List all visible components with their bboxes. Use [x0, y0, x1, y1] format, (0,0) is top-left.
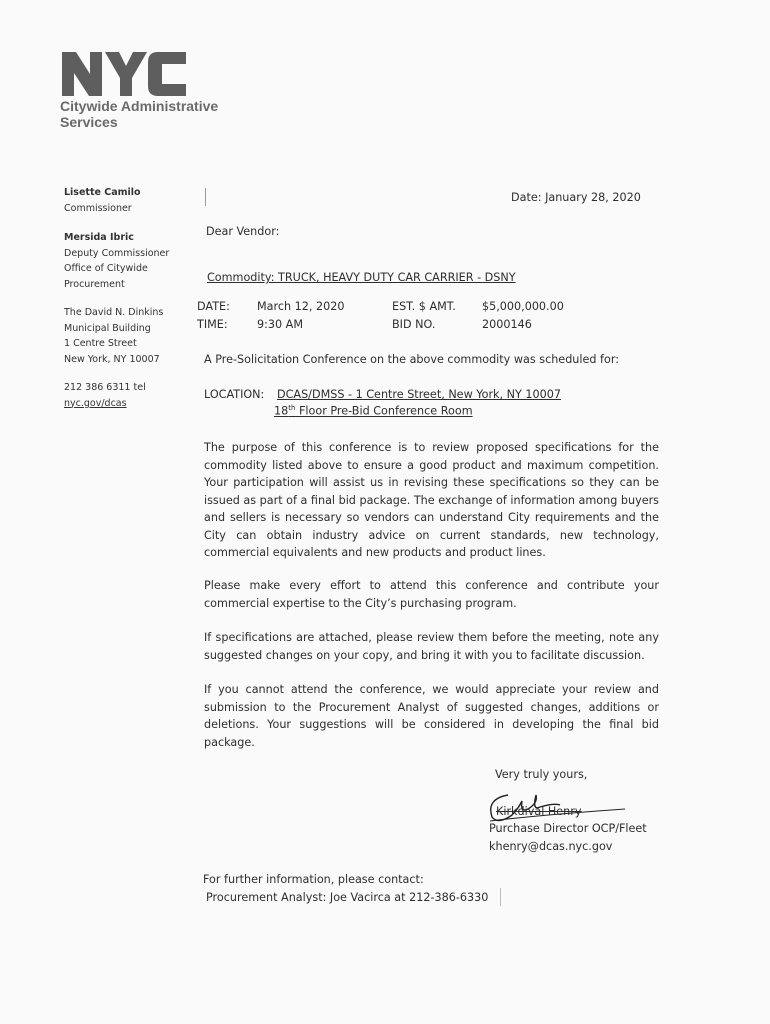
paragraph-attend: Please make every effort to attend this conference and contribute your commercial expertise to the City’s purchasing program.: [204, 579, 659, 610]
location-line-1: DCAS/DMSS - 1 Centre Street, New York, NY 10007: [277, 388, 562, 401]
deputy-block: [64, 230, 169, 292]
paragraph-specifications: If specifications are attached, please review them before the meeting, note any suggested changes on your copy, and bring it with you to facilitate discussion.: [204, 631, 659, 662]
divider: [205, 188, 206, 206]
amount-label: EST. $ AMT.: [392, 300, 456, 313]
signer-email: khenry@dcas.nyc.gov: [489, 840, 613, 853]
deputy-name: Mersida Ibric: [64, 232, 134, 243]
commissioner-name: Lisette Camilo: [64, 187, 141, 198]
location-room: Floor Pre-Bid Conference Room: [295, 404, 473, 418]
letter-date: Date: January 28, 2020: [511, 191, 641, 204]
address-line-4: New York, NY 10007: [64, 353, 160, 365]
nyc-logo: [60, 48, 190, 100]
address-block: [64, 305, 163, 367]
deputy-title-3: Procurement: [64, 278, 125, 290]
salutation: Dear Vendor:: [206, 225, 280, 238]
closing: Very truly yours,: [495, 768, 588, 781]
time-value: 9:30 AM: [257, 318, 303, 331]
website-link[interactable]: nyc.gov/dcas: [64, 397, 127, 409]
contact-intro: For further information, please contact:: [203, 873, 424, 886]
bid-label: BID NO.: [392, 318, 436, 331]
location-label: LOCATION:: [204, 388, 265, 401]
commissioner-title: Commissioner: [64, 202, 132, 214]
paragraph-purpose: The purpose of this conference is to review proposed specifications for the commodity listed above to ensure a good product and maximum competition. Your participation will assist us in revising these specifications so they can be issued as part of a final bid package. The exchange of information among buyers and sellers is necessary so vendors can understand City requirements and the City can obtain industry advice on current standards, new technology, commercial equivalents and new products and product lines.: [204, 441, 659, 559]
commodity-line: Commodity: TRUCK, HEAVY DUTY CAR CARRIER - DSNY: [207, 271, 516, 284]
paragraph-submission: If you cannot attend the conference, we would appreciate your review and submission to the Procurement Analyst of suggested changes, additions or deletions. Your suggestions will be considered in developing the final bid package.: [204, 683, 659, 749]
deputy-title-1: Deputy Commissioner: [64, 247, 170, 259]
signer-title: Purchase Director OCP/Fleet: [489, 822, 647, 835]
agency-name-line1: Citywide Administrative: [60, 98, 219, 114]
address-line-2: Municipal Building: [64, 322, 151, 334]
date-value: March 12, 2020: [257, 300, 345, 313]
signer-name: Kirkdival Henry: [496, 805, 582, 818]
contact-analyst: Procurement Analyst: Joe Vacirca at 212-386-6330: [206, 891, 489, 904]
deputy-title-2: Office of Citywide: [64, 263, 148, 274]
location-floor: 18: [274, 404, 289, 418]
date-label: DATE:: [197, 300, 230, 313]
address-line-1: The David N. Dinkins: [64, 307, 164, 318]
intro-line: A Pre-Solicitation Conference on the above commodity was scheduled for:: [204, 353, 619, 366]
amount-value: $5,000,000.00: [482, 300, 564, 313]
margin-mark: [500, 888, 501, 906]
bid-value: 2000146: [482, 318, 532, 331]
address-line-3: 1 Centre Street: [64, 338, 137, 349]
phone-number: 212 386 6311 tel: [64, 382, 146, 393]
commissioner-block: [64, 185, 141, 216]
location-line-2: [274, 404, 473, 418]
time-label: TIME:: [197, 318, 228, 331]
agency-name-line2: Services: [60, 114, 118, 130]
location-floor-suffix: th: [288, 404, 296, 412]
contact-block: [64, 380, 146, 411]
agency-name: [60, 98, 218, 130]
